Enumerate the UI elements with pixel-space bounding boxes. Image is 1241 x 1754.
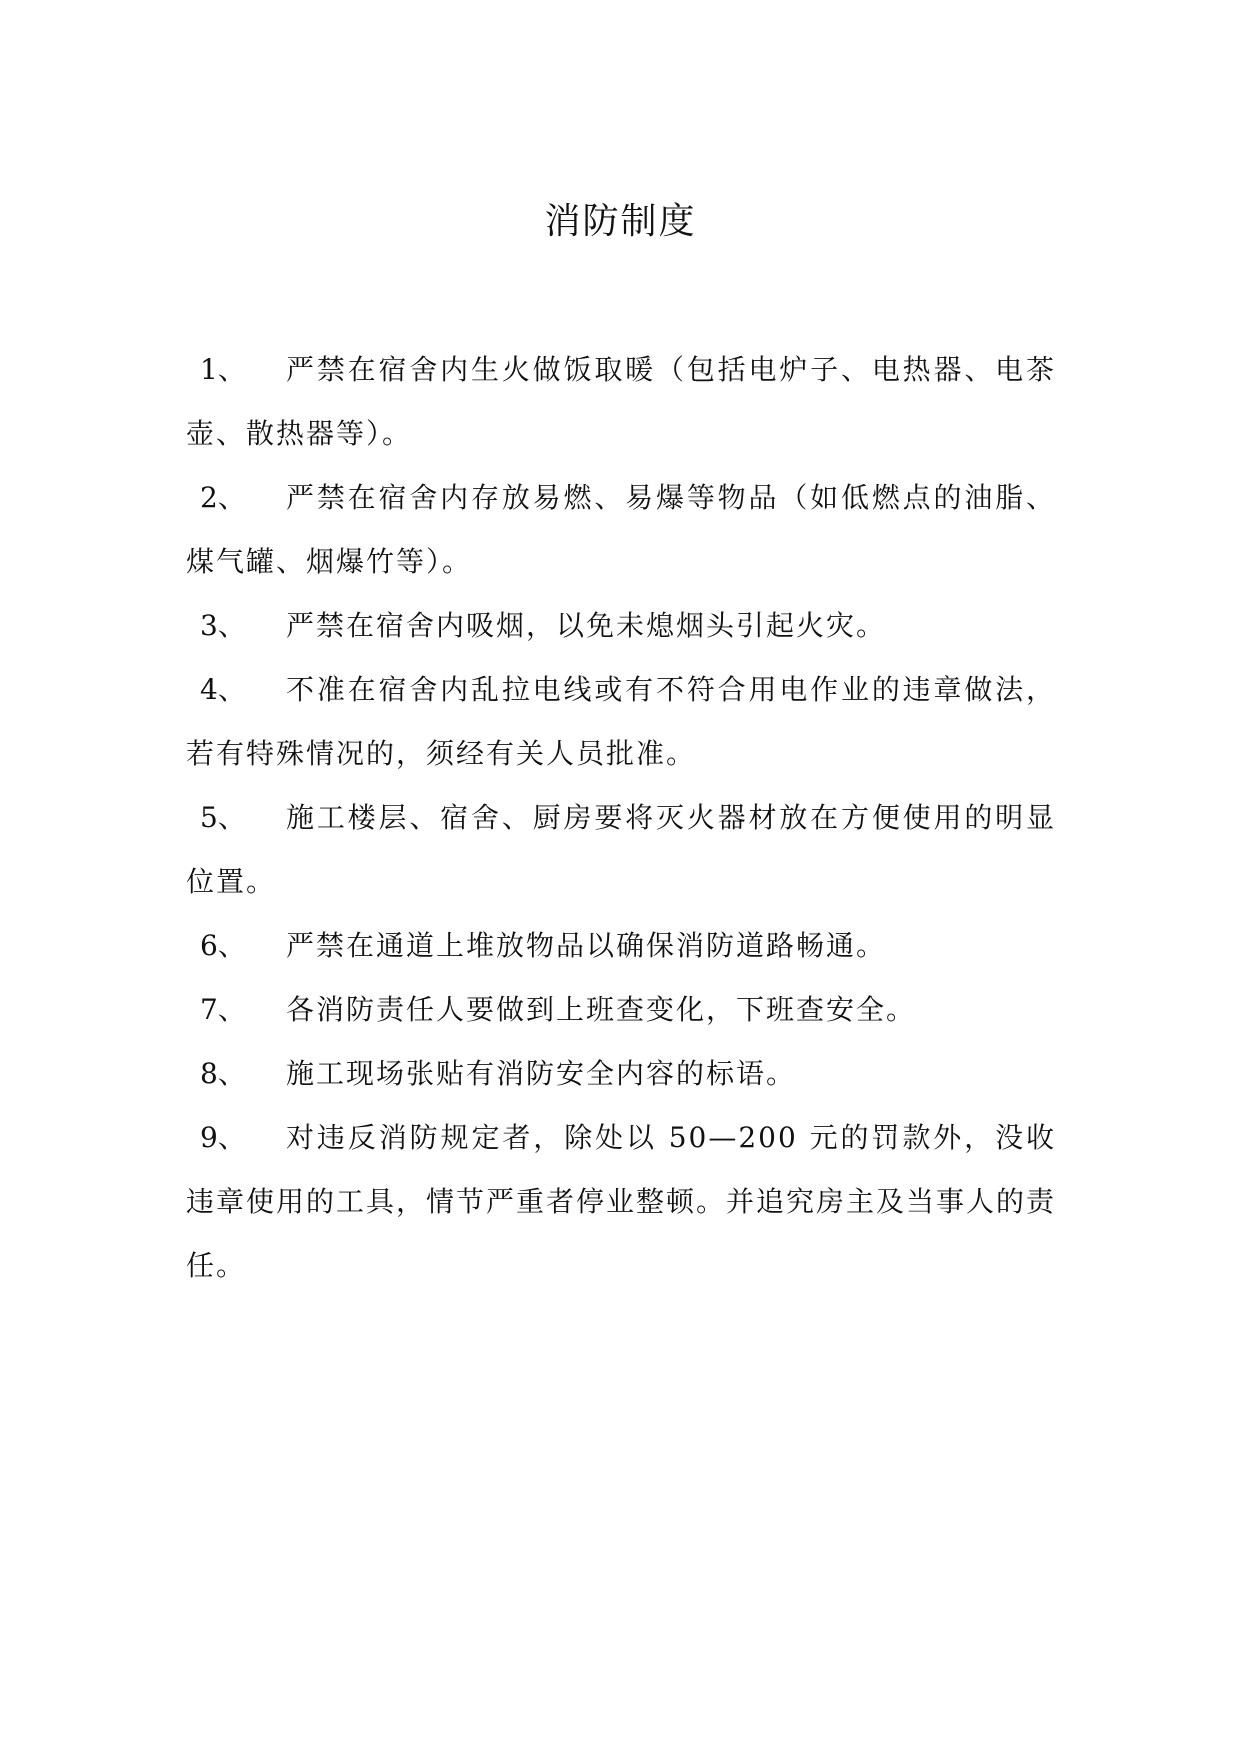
rule-item-6 bbox=[186, 914, 1056, 978]
rule-number: 8、 bbox=[200, 1057, 246, 1090]
rule-text: 严禁在通道上堆放物品以确保消防道路畅通。 bbox=[286, 929, 887, 962]
rule-number: 1、 bbox=[200, 353, 246, 386]
rule-number: 4、 bbox=[200, 673, 246, 706]
rule-number: 6、 bbox=[200, 929, 246, 962]
rule-number: 3、 bbox=[200, 609, 246, 642]
rule-item-5 bbox=[186, 786, 1056, 914]
rules-list bbox=[186, 338, 1056, 1298]
rule-item-8 bbox=[186, 1042, 1056, 1106]
rule-text: 施工楼层、宿舍、厨房要将灭火器材放在方便使用的明显位置。 bbox=[186, 801, 1056, 898]
rule-text: 施工现场张贴有消防安全内容的标语。 bbox=[286, 1057, 797, 1090]
rule-item-7 bbox=[186, 978, 1056, 1042]
rule-number: 7、 bbox=[200, 993, 246, 1026]
rule-text: 不准在宿舍内乱拉电线或有不符合用电作业的违章做法，若有特殊情况的，须经有关人员批准。 bbox=[186, 673, 1056, 770]
rule-text: 各消防责任人要做到上班查变化，下班查安全。 bbox=[286, 993, 917, 1026]
rule-item-3 bbox=[186, 594, 1056, 658]
rule-number: 9、 bbox=[200, 1121, 246, 1154]
rule-number: 2、 bbox=[200, 481, 246, 514]
document-title: 消防制度 bbox=[544, 201, 697, 242]
rule-item-4 bbox=[186, 658, 1056, 786]
rule-number: 5、 bbox=[200, 801, 246, 834]
rule-text: 严禁在宿舍内存放易燃、易爆等物品（如低燃点的油脂、煤气罐、烟爆竹等）。 bbox=[186, 481, 1056, 578]
rule-text: 对违反消防规定者，除处以 50—200 元的罚款外，没收违章使用的工具，情节严重者停业整顿。并追究房主及当事人的责任。 bbox=[186, 1121, 1057, 1282]
rule-text: 严禁在宿舍内生火做饭取暖（包括电炉子、电热器、电茶壶、散热器等）。 bbox=[186, 353, 1056, 450]
rule-item-2 bbox=[186, 466, 1056, 594]
rule-item-9 bbox=[186, 1106, 1056, 1298]
rule-item-1 bbox=[186, 338, 1056, 466]
rule-text: 严禁在宿舍内吸烟，以免未熄烟头引起火灾。 bbox=[286, 609, 887, 642]
